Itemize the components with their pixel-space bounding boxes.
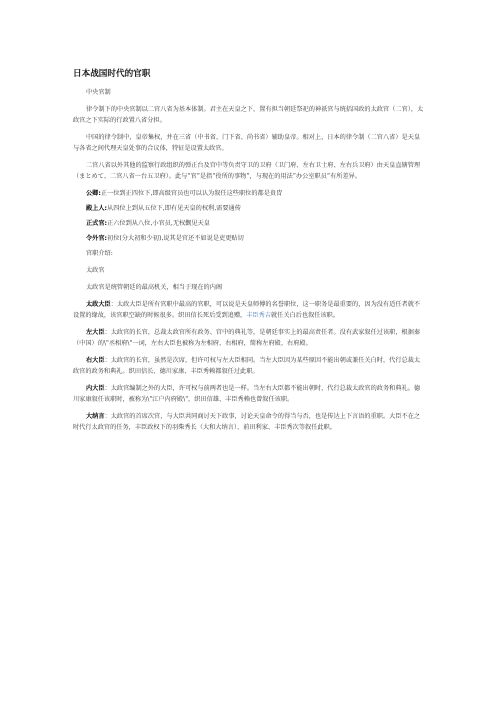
section-heading-intro: 官职介绍: [86,250,113,257]
grade-desc: 正六位到从八位,小官员,无权觐见天皇 [107,220,210,227]
grade-tenjobito [73,203,425,214]
paragraph-dajokan-desc: 太政官是统管朝廷的最高机关，相当于现在的内阁 [86,284,223,291]
entry-text: ：太政官的长官，总裁太政官所有政务、宫中的典礼等，是朝廷事实上的最高责任者。没有武家叙任过该职，根据秦（中国）的\"丞相府\"一词，左右大臣也被称为左相府、右相府，简称左府殿、右府殿。 [73,329,421,347]
grade-ryoge [73,233,425,244]
entry-text-end: 就任关白后也叙任该职。 [271,312,340,319]
entry-text: ：太政大臣是所有官职中最高的官职，可以说是天皇师傅的名誉职位，这一职务是最重要的，因为没有适任者就不设置的缘故，该官职空缺的时候很多。织田信长死后受到追赠， [73,301,421,319]
entry-naidaijin [73,383,425,405]
entry-text: ：太政官的首席次官，与大臣共同商讨天下政事，讨论天皇命令的得当与否，也是传达上下言语的重职。大臣不在之时代行太政官的任务，丰臣政权下的羽柴秀长（大和大纳言）、前田利家、丰臣秀次等叙任此职。 [73,413,421,431]
paragraph-china-comparison: 中国的律令制中，皇帝集权，并在三省（中书省、门下省、尚书省）辅助皇帝。相对上，日本的律令制（二官八省）是天皇与各省之间代理天皇处事的合议体，特征是设置太政官。 [73,134,421,152]
entry-term: 太政大臣 [86,301,111,308]
grade-kugyo [73,188,425,199]
document-page [73,68,425,439]
entry-text: ：太政官编制之外的大臣，许可权与前两者也是一样。当左右大臣都不能出朝时，代行总裁太政官的政务和典礼。德川家康叙任该职时，被称为\"江户内府殿\"，织田信雄、丰臣秀赖也曾叙任该职。 [73,385,421,403]
entry-term: 右大臣 [86,357,105,364]
document-title: 日本战国时代的官职 [73,69,151,79]
grade-term: 令外官: [86,235,108,242]
grade-desc: 从四位上到从五位下,即有见天皇的权利,需要通传 [107,205,241,212]
entry-term: 左大臣 [86,329,105,336]
entry-term: 大纳言 [86,413,105,420]
entry-udaijin [73,355,425,377]
section-heading-central: 中央官制 [86,89,111,96]
grade-desc: 初位(分大初和少初),说其是官还不如说是吏更贴切 [107,235,244,242]
paragraph-ritsuryo-system: 律令制下的中央官制以二官八省为基本体制。君主在天皇之下，置有担当朝廷祭祀的神祇官与统括国政的太政官（二官），太政官之下实际的行政置八省分担。 [73,106,424,124]
grade-desc: 正一位到正四位下,即高级官员也可以认为叙任这些职位的都是贵胄 [100,190,283,197]
entry-dainagon [73,411,425,433]
paragraph-other-organs: 二官八省以外其他的监察行政组织的弹正台及宫中等负责守卫的卫府（卫门府、左右卫士府、左右兵卫府）由天皇直辖管理（まとめて、二官八省一台五卫府）。此与“官”是指“役所的事物”，与现在的用法“办公室职员”有所差异。 [73,162,421,180]
entry-daijo-daijin [73,299,425,321]
hideyoshi-link[interactable]: 丰臣秀吉 [246,312,271,319]
entry-term: 内大臣 [86,385,105,392]
grade-official [73,218,425,229]
entry-sadaijin [73,327,425,349]
section-heading-dajokan: 太政官 [86,267,105,274]
entry-text: ：太政官的长官，虽然是次席，但许可权与左大臣相同。当左大臣因为某些原因不能出朝或兼任关白时，代行总裁太政官的政务和典礼。织田信长、德川家康、丰臣秀赖都叙任过此职。 [73,357,421,375]
grade-term: 正式官: [86,220,108,227]
grade-term: 殿上人: [86,205,108,212]
grade-term: 公卿: [86,190,101,197]
